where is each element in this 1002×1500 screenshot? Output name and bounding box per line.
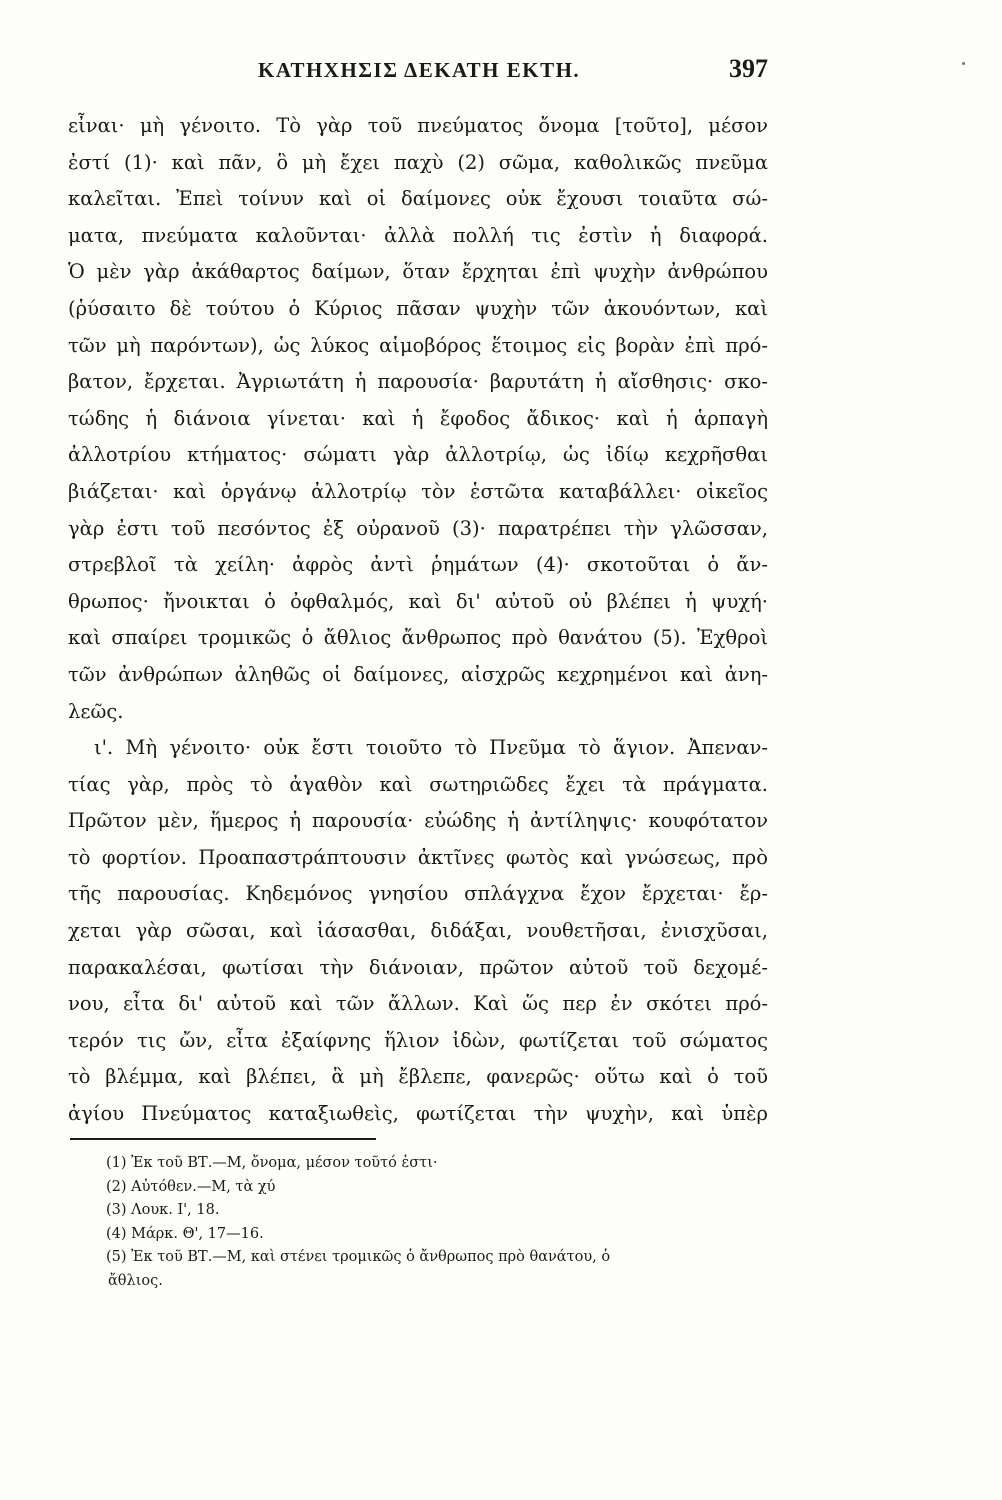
text-line: εἶναι· μὴ γένοιτο. Τὸ γὰρ τοῦ πνεύματος ὄνομα [τοῦτο], μέσον [68,114,768,137]
text-line: στρεβλοῖ τὰ χείλη· ἀφρὸς ἀντὶ ῥημάτων (4)· σκοτοῦται ὁ ἄν- [68,553,768,577]
footnotes [106,1152,766,1293]
footnote-3: (3) Λουκ. Ι', 18. [106,1202,220,1218]
text-line: τῆς παρουσίας. Κηδεμόνος γνησίου σπλάγχνα ἔχον ἔρχεται· ἔρ- [68,882,768,906]
running-title: ΚΑΤΗΧΗΣΙΣ ΔΕΚΑΤΗ ΕΚΤΗ. [258,58,581,82]
text-line: βατον, ἔρχεται. Ἀγριωτάτη ἡ παρουσία· βαρυτάτη ἡ αἴσθησις· σκο- [68,370,768,394]
running-head [68,54,768,94]
text-line: ἐστί (1)· καὶ πᾶν, ὃ μὴ ἔχει παχὺ (2) σῶμα, καθολικῶς πνεῦμα [68,150,768,174]
page-number: 397 [729,54,768,83]
text-line: τὸ φορτίον. Προαπαστράπτουσιν ἀκτῖνες φωτὸς καὶ γνώσεως, πρὸ [68,845,768,869]
text-line: τῶν μὴ παρόντων), ὡς λύκος αἱμοβόρος ἕτοιμος εἰς βορὰν ἐπὶ πρό- [68,333,768,357]
text-line: (ῥύσαιτο δὲ τούτου ὁ Κύριος πᾶσαν ψυχὴν τῶν ἀκουόντων, καὶ [68,296,768,320]
text-line: θρωπος· ἤνοικται ὁ ὀφθαλμός, καὶ δι' αὐτοῦ οὐ βλέπει ἡ ψυχή· [68,589,768,613]
footnote-5: (5) Ἐκ τοῦ ΒΤ.—Μ, καὶ στένει τρομικῶς ὁ ἄνθρωπος πρὸ θανάτου, ὁ [106,1249,611,1265]
text-line: χεται γὰρ σῶσαι, καὶ ἰάσασθαι, διδάξαι, νουθετῆσαι, ἐνισχῦσαι, [68,919,768,943]
text-line: νου, εἶτα δι' αὐτοῦ καὶ τῶν ἄλλων. Καὶ ὥς περ ἐν σκότει πρό- [68,992,768,1016]
footnote-4: (4) Μάρκ. Θ', 17—16. [106,1225,264,1242]
text-line: τώδης ἡ διάνοια γίνεται· καὶ ἡ ἔφοδος ἄδικος· καὶ ἡ ἁρπαγὴ [68,406,768,430]
text-line: Πρῶτον μὲν, ἥμερος ἡ παρουσία· εὐώδης ἡ ἀντίληψις· κουφότατον [68,809,768,833]
text-line: τερόν τις ὤν, εἶτα ἐξαίφνης ἥλιον ἰδὼν, φωτίζεται τοῦ σώματος [68,1028,768,1052]
text-line: ἁγίου Πνεύματος καταξιωθεὶς, φωτίζεται τὴν ψυχὴν, καὶ ὑπὲρ [68,1102,768,1126]
text-line: βιάζεται· καὶ ὀργάνῳ ἀλλοτρίῳ τὸν ἑστῶτα καταβάλλει· οἰκεῖος [68,479,768,503]
text-line: καὶ σπαίρει τρομικῶς ὁ ἄθλιος ἄνθρωπος πρὸ θανάτου (5). Ἐχθροὶ [68,626,768,650]
paragraph-start-line: ι'. Μὴ γένοιτο· οὐκ ἔστι τοιοῦτο τὸ Πνεῦμα τὸ ἅγιον. Ἀπεναν- [94,736,768,760]
text-line: γὰρ ἐστι τοῦ πεσόντος ἐξ οὐρανοῦ (3)· παρατρέπει τὴν γλῶσσαν, [68,516,768,540]
text-line: τὸ βλέμμα, καὶ βλέπει, ἃ μὴ ἔβλεπε, φανερῶς· οὕτω καὶ ὁ τοῦ [68,1065,768,1089]
footnote-2: (2) Αὐτόθεν.—Μ, τὰ χύ [106,1178,276,1195]
scan-speck [962,62,965,65]
text-line: ματα, πνεύματα καλοῦνται· ἀλλὰ πολλή τις ἐστὶν ἡ διαφορά. [68,223,768,247]
text-line: λεῶς. [68,699,124,723]
footnote-1: (1) Ἐκ τοῦ ΒΤ.—Μ, ὄνομα, μέσον τοῦτό ἐστι· [106,1155,438,1171]
text-line: παρακαλέσαι, φωτίσαι τὴν διάνοιαν, πρῶτον αὐτοῦ τοῦ δεχομέ- [68,955,768,979]
footnote-5-continuation: ἄθλιος. [108,1272,163,1289]
text-line: καλεῖται. Ἐπεὶ τοίνυν καὶ οἱ δαίμονες οὐκ ἔχουσι τοιαῦτα σώ- [68,187,768,211]
footnote-divider [70,1138,376,1140]
text-line: Ὁ μὲν γὰρ ἀκάθαρτος δαίμων, ὅταν ἔρχηται ἐπὶ ψυχὴν ἀνθρώπου [68,260,768,284]
text-line: τίας γὰρ, πρὸς τὸ ἀγαθὸν καὶ σωτηριῶδες ἔχει τὰ πράγματα. [68,772,768,796]
text-line: τῶν ἀνθρώπων ἀληθῶς οἱ δαίμονες, αἰσχρῶς κεχρημένοι καὶ ἀνη- [68,662,768,686]
text-line: ἀλλοτρίου κτήματος· σώματι γὰρ ἀλλοτρίῳ, ὡς ἰδίῳ κεχρῆσθαι [68,443,768,467]
body-text [68,108,768,1133]
